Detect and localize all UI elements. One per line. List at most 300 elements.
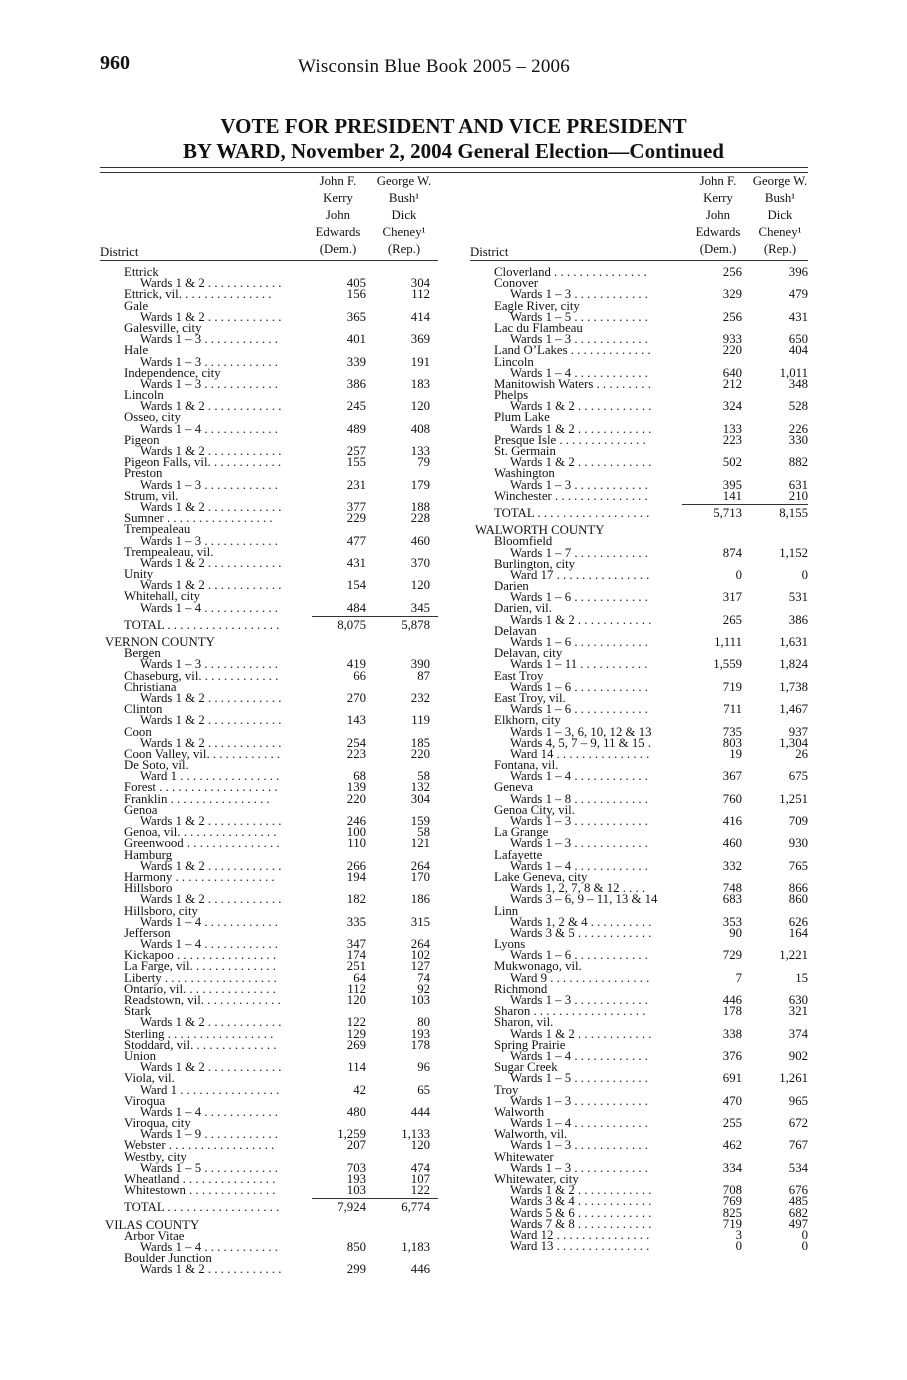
district-name: De Soto, vil.: [124, 758, 189, 773]
table-subtitle: BY WARD, November 2, 2004 General Election—Continued: [183, 139, 724, 163]
dem-votes: 64: [353, 970, 366, 985]
district-name: Wards 1 & 2 . . . . . . . . . . . .: [140, 690, 282, 705]
table-row: [470, 488, 808, 503]
district-name: Greenwood . . . . . . . . . . . . . . .: [124, 836, 280, 851]
dem-votes: 114: [347, 1060, 366, 1075]
district-name: Wards 1 & 2 . . . . . . . . . . . .: [140, 1060, 282, 1075]
rep-votes: 226: [788, 421, 808, 436]
dem-votes: 299: [346, 1262, 366, 1277]
dem-votes: 257: [346, 444, 366, 458]
dem-header-line: (Dem.): [319, 242, 357, 256]
rep-votes: 188: [410, 499, 430, 514]
rep-votes: 92: [417, 981, 430, 996]
rep-votes: 675: [788, 769, 808, 784]
dem-header-line: John F.: [319, 174, 357, 188]
rep-votes: 396: [788, 265, 808, 279]
district-name: Bergen: [124, 646, 161, 661]
rep-votes: 132: [410, 780, 430, 795]
district-name: Walworth: [494, 1104, 545, 1119]
left-column-header: [100, 174, 438, 261]
district-name: Ward 1 . . . . . . . . . . . . . . . .: [140, 769, 280, 784]
rep-votes: 386: [788, 612, 808, 627]
title-rule-top: [100, 167, 808, 168]
dem-votes: 7: [735, 970, 742, 985]
rep-header-line: Bush¹: [764, 191, 796, 205]
district-name: Wards 1 – 4 . . . . . . . . . . . .: [140, 421, 278, 436]
dem-votes: 1,111: [714, 635, 742, 649]
dem-votes: 470: [722, 1093, 742, 1108]
rep-votes: 96: [417, 1060, 430, 1075]
district-name: Mukwonago, vil.: [494, 959, 582, 974]
dem-votes: 270: [346, 690, 366, 705]
district-name: Lyons: [494, 937, 526, 952]
table-row: [100, 1185, 438, 1196]
dem-votes: 386: [346, 376, 366, 391]
dem-votes: 1,559: [713, 657, 742, 672]
dem-votes: 212: [722, 376, 742, 391]
district-name: Ontario, vil. . . . . . . . . . . . . . .: [124, 981, 276, 996]
district-name: Wards 1 – 4 . . . . . . . . . . . .: [510, 365, 648, 380]
district-name: Westby, city: [124, 1149, 187, 1164]
dem-votes: 477: [346, 533, 366, 548]
dem-votes: 19: [729, 746, 742, 761]
district-name: Pigeon: [124, 432, 160, 447]
district-name: Wards 1 – 3 . . . . . . . . . . . .: [510, 836, 648, 851]
dem-votes: 719: [722, 1216, 742, 1231]
table-row: [100, 600, 438, 615]
district-name: St. Germain: [494, 444, 556, 458]
dem-votes: 220: [346, 791, 366, 806]
dem-votes: 735: [722, 724, 742, 739]
dem-votes: 874: [722, 545, 742, 560]
district-name: Wards 1 & 2 . . . . . . . . . . . .: [140, 892, 282, 907]
district-name: Genoa City, vil.: [494, 802, 575, 817]
district-name: Wards 1 – 6 . . . . . . . . . . . .: [510, 702, 648, 717]
district-name: Darien, vil.: [494, 601, 552, 616]
dem-header-line: Kerry: [323, 191, 353, 205]
district-name: Fontana, vil.: [494, 758, 559, 773]
rep-votes: 630: [788, 993, 808, 1007]
dem-votes: 120: [346, 993, 366, 1007]
table-row: [470, 894, 808, 905]
page-number: 960: [100, 52, 130, 74]
rep-votes: 404: [788, 343, 808, 358]
district-name: Franklin . . . . . . . . . . . . . . . .: [124, 791, 270, 806]
dem-votes: 129: [346, 1026, 366, 1041]
district-name: Wards 7 & 8 . . . . . . . . . . . .: [510, 1216, 652, 1231]
district-name: Wards 1 – 4 . . . . . . . . . . . .: [140, 937, 278, 952]
running-head: Wisconsin Blue Book 2005 – 2006: [298, 56, 570, 77]
dem-votes: 133: [722, 421, 742, 436]
district-name: Wards 1, 2 & 4 . . . . . . . . . .: [510, 914, 652, 929]
rep-votes: 79: [417, 455, 430, 470]
table-row: [470, 1241, 808, 1252]
district-name: Union: [124, 1048, 156, 1063]
district-name: Hale: [124, 343, 149, 358]
district-name: TOTAL . . . . . . . . . . . . . . . . . .: [494, 505, 650, 520]
district-name: Delavan: [494, 623, 537, 638]
dem-votes: 139: [346, 780, 366, 795]
rep-votes: 264: [410, 858, 430, 873]
dem-votes: 5,713: [713, 505, 742, 520]
dem-votes: 711: [723, 702, 742, 717]
district-name: Whitewater, city: [494, 1172, 579, 1186]
rep-votes: 80: [417, 1015, 430, 1030]
district-name: Cloverland . . . . . . . . . . . . . . .: [494, 265, 647, 279]
right-table-body: [470, 267, 808, 1252]
dem-votes: 231: [346, 477, 366, 492]
district-name: Bloomfield: [494, 534, 553, 549]
district-name: Wards 1 – 4 . . . . . . . . . . . .: [510, 858, 648, 873]
district-name: Ward 12 . . . . . . . . . . . . . . .: [510, 1227, 650, 1242]
district-name: Wards 1 & 2 . . . . . . . . . . . .: [140, 578, 282, 593]
dem-votes: 110: [347, 836, 366, 851]
dem-header-line: John: [325, 208, 351, 222]
rep-votes: 74: [417, 970, 430, 985]
dem-votes: 719: [722, 679, 742, 694]
rep-votes: 0: [801, 1227, 808, 1242]
dem-votes: 401: [346, 332, 366, 347]
district-name: Lake Geneva, city: [494, 869, 588, 884]
rep-votes: 304: [410, 791, 430, 806]
district-name: Wards 1 – 5 . . . . . . . . . . . .: [140, 1160, 278, 1175]
rep-votes: 232: [410, 690, 430, 705]
rep-votes: 1,133: [401, 1127, 430, 1142]
district-name: Phelps: [494, 388, 529, 403]
rep-votes: 120: [410, 1138, 430, 1153]
district-name: Wards 1 – 3 . . . . . . . . . . . .: [510, 1138, 648, 1153]
district-name: Wards 1 – 6 . . . . . . . . . . . .: [510, 679, 648, 694]
rep-votes: 672: [788, 1116, 808, 1131]
rep-votes: 1,183: [401, 1239, 430, 1254]
rep-votes: 345: [410, 600, 430, 615]
rep-votes: 650: [788, 332, 808, 347]
district-name: Sharon . . . . . . . . . . . . . . . . . .: [494, 1004, 646, 1019]
district-name: Wards 1 & 2 . . . . . . . . . . . .: [140, 555, 282, 570]
dem-votes: 251: [346, 959, 366, 974]
rep-votes: 315: [410, 914, 430, 929]
rep-votes: 15: [795, 970, 808, 985]
district-name: Ward 14 . . . . . . . . . . . . . . .: [510, 746, 650, 761]
dem-votes: 353: [722, 914, 742, 929]
district-name: VERNON COUNTY: [105, 635, 215, 649]
rep-votes: 178: [410, 1037, 430, 1052]
rep-votes: 58: [417, 769, 430, 784]
district-name: Arbor Vitae: [124, 1228, 185, 1243]
rep-votes: 446: [410, 1262, 430, 1277]
rep-votes: 321: [788, 1004, 808, 1019]
district-name: Wards 1 – 3 . . . . . . . . . . . .: [140, 533, 278, 548]
district-name: Wheatland . . . . . . . . . . . . . . .: [124, 1172, 276, 1186]
rep-votes: 170: [410, 869, 430, 884]
district-name: Troy: [494, 1082, 519, 1097]
rep-votes: 5,878: [401, 617, 430, 632]
dem-votes: 174: [346, 948, 366, 963]
district-name: Elkhorn, city: [494, 713, 561, 728]
district-name: Linn: [494, 903, 519, 918]
dem-votes: 103: [346, 1183, 366, 1198]
dem-votes: 66: [353, 668, 366, 683]
rep-votes: 119: [411, 713, 430, 728]
district-header: District: [470, 244, 509, 259]
dem-votes: 365: [346, 309, 366, 324]
district-name: Wards 1 & 2 . . . . . . . . . . . .: [140, 735, 282, 750]
district-name: Wards 1 & 2 . . . . . . . . . . . .: [140, 858, 282, 873]
rep-votes: 1,261: [779, 1071, 808, 1086]
dem-votes: 760: [722, 791, 742, 806]
rep-column-header: [368, 173, 440, 258]
rep-votes: 474: [410, 1160, 430, 1175]
dem-votes: 112: [347, 981, 366, 996]
dem-votes: 229: [346, 511, 366, 526]
district-name: Wards 3 & 4 . . . . . . . . . . . .: [510, 1194, 652, 1209]
rep-header-line: George W.: [752, 174, 808, 188]
rep-votes: 228: [410, 511, 430, 526]
rep-votes: 330: [788, 432, 808, 447]
district-name: Ward 9 . . . . . . . . . . . . . . . .: [510, 970, 650, 985]
rep-votes: 937: [788, 724, 808, 739]
district-name: Wards 3 & 5 . . . . . . . . . . . .: [510, 925, 652, 940]
dem-votes: 803: [722, 735, 742, 750]
dem-votes: 90: [729, 925, 742, 940]
dem-votes: 376: [722, 1048, 742, 1063]
rep-header-line: Dick: [767, 208, 793, 222]
district-name: Wards 1 – 4 . . . . . . . . . . . .: [140, 914, 278, 929]
district-name: Wards 1 & 2 . . . . . . . . . . . .: [510, 612, 652, 627]
rep-votes: 1,824: [779, 657, 808, 672]
district-name: Conover: [494, 276, 539, 291]
dem-votes: 769: [722, 1194, 742, 1209]
dem-votes: 223: [346, 746, 366, 761]
district-name: Boulder Junction: [124, 1251, 212, 1266]
rep-votes: 460: [410, 533, 430, 548]
district-name: Stark: [124, 1004, 152, 1019]
rep-votes: 179: [410, 477, 430, 492]
dem-votes: 155: [346, 455, 366, 470]
district-name: Eagle River, city: [494, 298, 580, 313]
rep-votes: 682: [788, 1205, 808, 1220]
dem-votes: 708: [722, 1183, 742, 1198]
rep-votes: 26: [795, 746, 808, 761]
district-name: Geneva: [494, 780, 534, 795]
rep-votes: 122: [410, 1183, 430, 1198]
dem-votes: 329: [722, 287, 742, 302]
rep-votes: 164: [788, 925, 808, 940]
district-name: Wards 1 – 4 . . . . . . . . . . . .: [510, 769, 648, 784]
district-name: Trempealeau: [124, 522, 191, 537]
dem-votes: 193: [346, 1172, 366, 1186]
dem-votes: 933: [722, 332, 742, 347]
district-name: Sumner . . . . . . . . . . . . . . . . .: [124, 511, 273, 526]
dem-votes: 194: [346, 869, 366, 884]
dem-votes: 207: [346, 1138, 366, 1153]
district-name: Wards 1 – 3 . . . . . . . . . . . .: [510, 1160, 648, 1175]
rep-votes: 1,631: [779, 635, 808, 649]
dem-votes: 395: [722, 477, 742, 492]
dem-votes: 156: [346, 287, 366, 302]
dem-votes: 484: [346, 600, 366, 615]
district-name: Coon Valley, vil. . . . . . . . . . . .: [124, 746, 281, 761]
dem-votes: 405: [346, 276, 366, 291]
district-name: Lincoln: [494, 354, 534, 369]
district-name: Sterling . . . . . . . . . . . . . . . . .: [124, 1026, 274, 1041]
district-name: Wards 1 & 2 . . . . . . . . . . . .: [140, 1262, 282, 1277]
district-name: Trempealeau, vil.: [124, 544, 214, 559]
district-name: Wards 1 & 2 . . . . . . . . . . . .: [510, 421, 652, 436]
rep-votes: 210: [788, 488, 808, 503]
district-name: Wards 1 – 4 . . . . . . . . . . . .: [510, 1048, 648, 1063]
district-name: Wards 3 – 6, 9 – 11, 13 & 14: [510, 892, 658, 907]
dem-header-line: (Dem.): [699, 242, 737, 256]
rep-votes: 103: [410, 993, 430, 1007]
dem-votes: 256: [722, 309, 742, 324]
rep-votes: 866: [788, 881, 808, 896]
rep-votes: 390: [410, 657, 430, 672]
table-row: [470, 1073, 808, 1084]
district-name: Walworth, vil.: [494, 1127, 568, 1142]
dem-votes: 431: [346, 555, 366, 570]
dem-votes: 182: [346, 892, 366, 907]
district-name: Viroqua, city: [124, 1116, 191, 1131]
district-name: Burlington, city: [494, 556, 576, 571]
dem-votes: 640: [722, 365, 742, 380]
dem-votes: 265: [722, 612, 742, 627]
district-name: La Grange: [494, 825, 549, 840]
district-name: Lincoln: [124, 388, 164, 403]
rep-votes: 902: [788, 1048, 808, 1063]
district-name: Wards 1 – 7 . . . . . . . . . . . .: [510, 545, 648, 560]
total-row: [100, 617, 438, 632]
rep-votes: 127: [410, 959, 430, 974]
district-name: Spring Prairie: [494, 1037, 566, 1052]
rep-votes: 676: [788, 1183, 808, 1198]
dem-header-line: Edwards: [315, 225, 361, 239]
rep-votes: 369: [410, 332, 430, 347]
district-name: Wards 1 & 2 . . . . . . . . . . . .: [140, 309, 282, 324]
dem-votes: 3: [735, 1227, 742, 1242]
district-name: Wards 1 & 2 . . . . . . . . . . . .: [140, 1015, 282, 1030]
district-name: Wards 1 – 6 . . . . . . . . . . . .: [510, 635, 648, 649]
rep-votes: 1,738: [779, 679, 808, 694]
district-name: Hillsboro: [124, 881, 173, 896]
district-name: Forest . . . . . . . . . . . . . . . . . . .: [124, 780, 278, 795]
district-name: Wards 1 & 2 . . . . . . . . . . . .: [510, 1183, 652, 1198]
district-name: Wards 1 – 3 . . . . . . . . . . . .: [140, 354, 278, 369]
district-name: East Troy: [494, 668, 544, 683]
rep-votes: 930: [788, 836, 808, 851]
total-row: [100, 1202, 438, 1213]
dem-votes: 489: [346, 421, 366, 436]
rep-votes: 65: [417, 1082, 430, 1097]
dem-votes: 334: [722, 1160, 742, 1175]
table-row: [100, 334, 438, 345]
dem-votes: 416: [722, 814, 742, 828]
dem-votes: 729: [722, 948, 742, 963]
district-name: Wards 1 – 3 . . . . . . . . . . . .: [140, 332, 278, 347]
dem-votes: 502: [722, 455, 742, 470]
dem-votes: 223: [722, 432, 742, 447]
district-name: Wards 1 – 3 . . . . . . . . . . . .: [510, 332, 648, 347]
rep-votes: 965: [788, 1093, 808, 1108]
district-name: Wards 1 & 2 . . . . . . . . . . . .: [140, 276, 282, 291]
rep-votes: 882: [788, 455, 808, 470]
rep-votes: 183: [410, 376, 430, 391]
dem-votes: 255: [722, 1116, 742, 1131]
rep-votes: 408: [410, 421, 430, 436]
rep-votes: 304: [410, 276, 430, 291]
left-table-body: [100, 267, 438, 1276]
rep-header-line: (Rep.): [387, 242, 421, 256]
rep-votes: 58: [417, 825, 430, 840]
district-name: Wards 1 – 4 . . . . . . . . . . . .: [140, 1104, 278, 1119]
rep-votes: 1,467: [779, 702, 808, 717]
rep-header-line: Cheney¹: [758, 225, 802, 239]
district-name: Wards 1 – 3, 6, 10, 12 & 13: [510, 724, 652, 739]
district-name: Independence, city: [124, 365, 221, 380]
rep-votes: 631: [788, 477, 808, 492]
rep-votes: 497: [788, 1216, 808, 1231]
district-name: Stoddard, vil. . . . . . . . . . . . . .: [124, 1037, 277, 1052]
rep-votes: 370: [410, 555, 430, 570]
dem-votes: 339: [346, 354, 366, 369]
district-name: Wards 1 – 9 . . . . . . . . . . . .: [140, 1127, 278, 1142]
rep-votes: 185: [410, 735, 430, 750]
dem-votes: 347: [346, 937, 366, 952]
district-name: Osseo, city: [124, 410, 181, 425]
dem-votes: 683: [722, 892, 742, 907]
district-name: Chaseburg, vil. . . . . . . . . . . . .: [124, 668, 279, 683]
district-name: Wards 5 & 6 . . . . . . . . . . . .: [510, 1205, 652, 1220]
dem-header-line: Edwards: [695, 225, 741, 239]
rep-votes: 220: [410, 746, 430, 761]
rep-votes: 485: [788, 1194, 808, 1209]
district-name: Preston: [124, 466, 163, 481]
dem-votes: 269: [346, 1037, 366, 1052]
district-name: Wards 1 – 5 . . . . . . . . . . . .: [510, 309, 648, 324]
rep-votes: 133: [410, 444, 430, 458]
district-name: Whitewater: [494, 1149, 554, 1164]
rep-header-line: Cheney¹: [382, 225, 426, 239]
district-name: Wards 1 & 2 . . . . . . . . . . . .: [510, 455, 652, 470]
rep-column-header: [744, 173, 816, 258]
district-name: Wards 1 – 8 . . . . . . . . . . . .: [510, 791, 648, 806]
rep-votes: 102: [410, 948, 430, 963]
rep-votes: 186: [410, 892, 430, 907]
district-name: Clinton: [124, 702, 163, 717]
dem-votes: 100: [346, 825, 366, 840]
district-name: Wards 1 – 3 . . . . . . . . . . . .: [510, 814, 648, 828]
rep-header-line: (Rep.): [763, 242, 797, 256]
dem-votes: 462: [722, 1138, 742, 1153]
district-name: Wards 1 – 3 . . . . . . . . . . . .: [510, 1093, 648, 1108]
district-name: Ward 17 . . . . . . . . . . . . . . .: [510, 567, 650, 582]
district-name: Delavan, city: [494, 646, 563, 661]
district-name: Wards 1 & 2 . . . . . . . . . . . .: [140, 444, 282, 458]
district-name: Washington: [494, 466, 555, 481]
rep-votes: 348: [788, 376, 808, 391]
rep-votes: 534: [788, 1160, 808, 1175]
district-name: Sharon, vil.: [494, 1015, 554, 1030]
dem-votes: 220: [722, 343, 742, 358]
rep-votes: 6,774: [401, 1200, 430, 1215]
dem-votes: 446: [722, 993, 742, 1007]
dem-votes: 266: [346, 858, 366, 873]
district-name: Sugar Creek: [494, 1060, 558, 1075]
dem-votes: 143: [346, 713, 366, 728]
dem-votes: 7,924: [337, 1200, 366, 1215]
district-name: Strum, vil.: [124, 488, 179, 503]
district-name: Lac du Flambeau: [494, 320, 583, 335]
